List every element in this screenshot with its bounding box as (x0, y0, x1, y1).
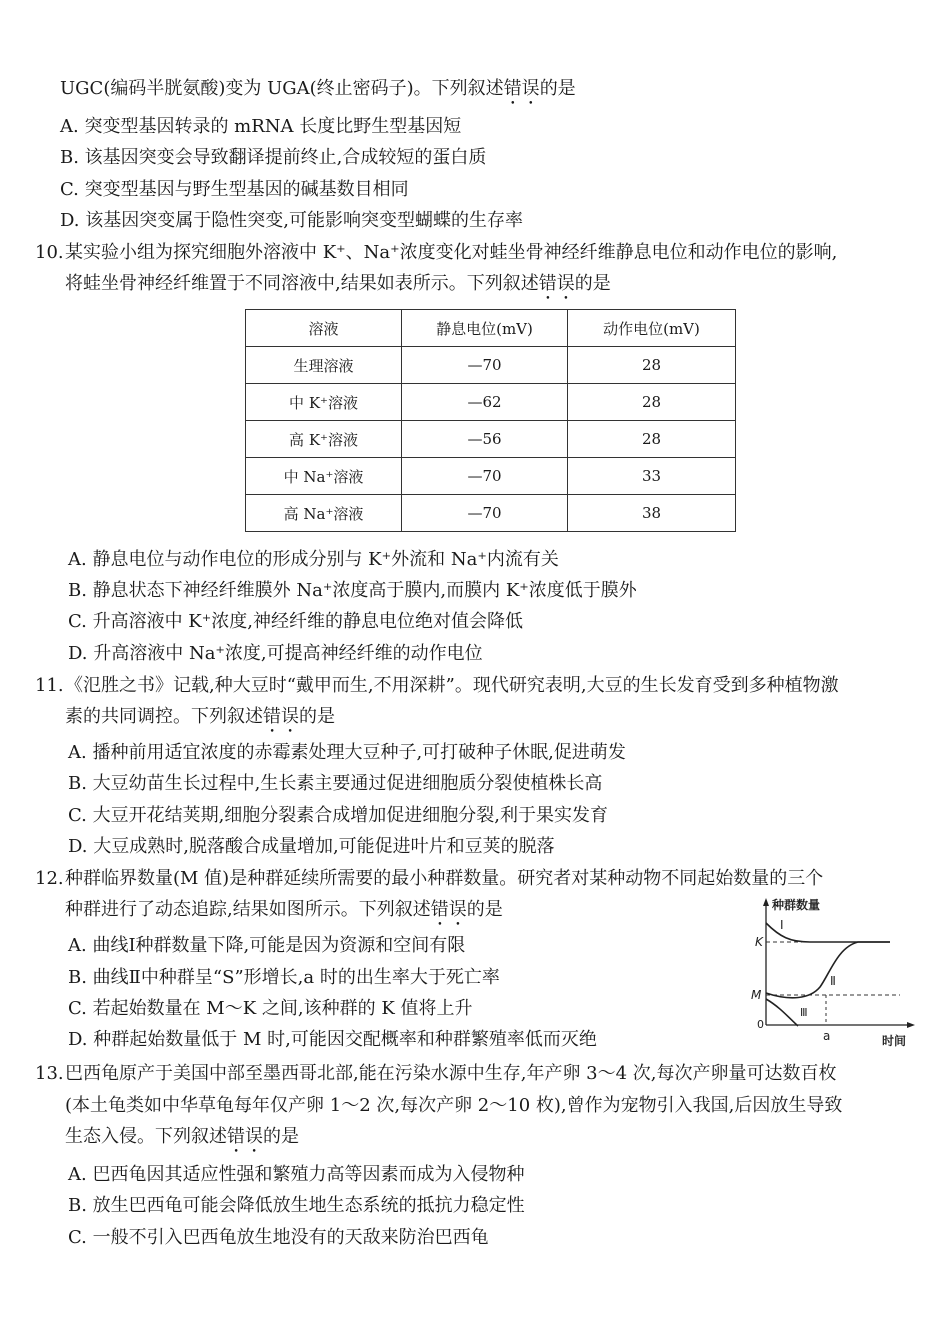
table-cell: 中 Na⁺溶液 (246, 458, 402, 495)
q9-option-c: C. 突变型基因与野生型基因的碱基数目相同 (60, 179, 409, 200)
y-axis-label: 种群数量 (772, 898, 821, 912)
table-cell: —70 (402, 495, 568, 532)
q12-stem-emphasis: 错误 (430, 899, 467, 920)
q10-stem-line2 (65, 272, 611, 304)
q12-stem-tail: 的是 (466, 899, 503, 920)
m-label: M (751, 988, 762, 1002)
q13-stem-line1 (35, 1062, 837, 1086)
q9-option-d: D. 该基因突变属于隐性突变,可能影响突变型蝴蝶的生存率 (60, 210, 523, 231)
table-cell: 38 (568, 495, 736, 532)
q9-option-a: A. 突变型基因转录的 mRNA 长度比野生型基因短 (60, 116, 462, 137)
q12-option-b: B. 曲线Ⅱ中种群呈“S”形增长,a 时的出生率大于死亡率 (68, 967, 500, 988)
q12-number: 12. (35, 868, 64, 889)
q11-option-b: B. 大豆幼苗生长过程中,生长素主要通过促进细胞质分裂使植株长高 (68, 773, 603, 794)
table-header-row (246, 310, 736, 347)
q10-stem-text2: 将蛙坐骨神经纤维置于不同溶液中,结果如表所示。下列叙述 (65, 273, 539, 294)
k-label: K (755, 935, 763, 949)
q12-stem-text2: 种群进行了动态追踪,结果如图所示。下列叙述 (65, 899, 431, 920)
q11-stem-text2: 素的共同调控。下列叙述 (65, 706, 263, 727)
table-row (246, 495, 736, 532)
q11-stem-line1 (35, 674, 839, 698)
q9-stem-tail: 的是 (539, 78, 576, 99)
curve-ii (766, 942, 890, 998)
curve-iii-label: Ⅲ (800, 1006, 808, 1019)
table-header-cell: 动作电位(mV) (568, 310, 736, 347)
q9-stem-emphasis: 错误 (503, 78, 540, 99)
a-label: a (823, 1029, 831, 1043)
y-axis-arrow-icon (763, 898, 769, 906)
q13-number: 13. (35, 1063, 64, 1084)
table-cell: 33 (568, 458, 736, 495)
q13-stem-text3: 生态入侵。下列叙述 (65, 1126, 227, 1147)
table-row (246, 421, 736, 458)
q9-stem-text: UGC(编码半胱氨酸)变为 UGA(终止密码子)。下列叙述 (60, 78, 504, 99)
q12-option-a: A. 曲线Ⅰ种群数量下降,可能是因为资源和空间有限 (68, 935, 466, 956)
q12-stem-line2 (65, 898, 503, 930)
q12-option-d: D. 种群起始数量低于 M 时,可能因交配概率和种群繁殖率低而灭绝 (68, 1029, 597, 1050)
q12-population-figure (750, 895, 920, 1050)
curve-ii-label: Ⅱ (830, 974, 836, 988)
q10-stem-text1: 某实验小组为探究细胞外溶液中 K⁺、Na⁺浓度变化对蛙坐骨神经纤维静息电位和动作电位的影响, (65, 242, 838, 263)
q13-stem-text2: (本土龟类如中华草龟每年仅产卵 1～2 次,每次产卵 2～10 枚),曾作为宠物引入我国,后因放生导致 (65, 1095, 843, 1116)
q11-stem-line2 (65, 705, 335, 737)
q11-stem-text1: 《氾胜之书》记载,种大豆时“戴甲而生,不用深耕”。现代研究表明,大豆的生长发育受到多种植物激 (65, 675, 839, 696)
q13-option-a: A. 巴西龟因其适应性强和繁殖力高等因素而成为入侵物种 (68, 1164, 525, 1185)
table-row (246, 384, 736, 421)
q10-option-c: C. 升高溶液中 K⁺浓度,神经纤维的静息电位绝对值会降低 (68, 611, 523, 632)
table-cell: —62 (402, 384, 568, 421)
q10-option-b: B. 静息状态下神经纤维膜外 Na⁺浓度高于膜内,而膜内 K⁺浓度低于膜外 (68, 580, 637, 601)
q9-option-b: B. 该基因突变会导致翻译提前终止,合成较短的蛋白质 (60, 147, 487, 168)
q9-stem (60, 77, 576, 109)
origin-label: 0 (757, 1018, 764, 1031)
q13-stem-line2 (65, 1094, 842, 1118)
table-cell: 28 (568, 384, 736, 421)
table-cell: 高 Na⁺溶液 (246, 495, 402, 532)
x-axis-label: 时间 (882, 1034, 907, 1048)
q12-option-c: C. 若起始数量在 M～K 之间,该种群的 K 值将上升 (68, 998, 473, 1019)
q11-option-a: A. 播种前用适宜浓度的赤霉素处理大豆种子,可打破种子休眠,促进萌发 (68, 742, 626, 763)
table-cell: 高 K⁺溶液 (246, 421, 402, 458)
q10-option-d: D. 升高溶液中 Na⁺浓度,可提高神经纤维的动作电位 (68, 643, 483, 664)
table-cell: 28 (568, 421, 736, 458)
q13-stem-tail: 的是 (263, 1126, 299, 1147)
table-cell: —70 (402, 458, 568, 495)
q11-stem-tail: 的是 (299, 706, 335, 727)
curve-iii (766, 999, 798, 1026)
table-cell: —70 (402, 347, 568, 384)
q10-option-a: A. 静息电位与动作电位的形成分别与 K⁺外流和 Na⁺内流有关 (68, 549, 559, 570)
q10-stem-line1 (35, 241, 837, 265)
table-cell: 中 K⁺溶液 (246, 384, 402, 421)
table-header-cell: 溶液 (246, 310, 402, 347)
x-axis-arrow-icon (907, 1022, 915, 1028)
curve-i-label: Ⅰ (780, 918, 784, 932)
q11-option-c: C. 大豆开花结荚期,细胞分裂素合成增加促进细胞分裂,利于果实发育 (68, 805, 609, 826)
q10-data-table (245, 309, 736, 532)
q13-stem-emphasis: 错误 (227, 1126, 263, 1147)
q12-stem-line1 (35, 867, 823, 891)
q11-number: 11. (35, 675, 64, 696)
q11-stem-emphasis: 错误 (263, 706, 299, 727)
q13-stem-text1: 巴西龟原产于美国中部至墨西哥北部,能在污染水源中生存,年产卵 3～4 次,每次产卵量可达数百枚 (65, 1063, 837, 1084)
q10-number: 10. (35, 242, 64, 263)
table-row (246, 347, 736, 384)
table-header-cell: 静息电位(mV) (402, 310, 568, 347)
table-row (246, 458, 736, 495)
q10-stem-tail: 的是 (574, 273, 611, 294)
q11-option-d: D. 大豆成熟时,脱落酸合成量增加,可能促进叶片和豆荚的脱落 (68, 836, 555, 857)
q13-option-b: B. 放生巴西龟可能会降低放生地生态系统的抵抗力稳定性 (68, 1195, 525, 1216)
q10-stem-emphasis: 错误 (538, 273, 575, 294)
q12-stem-text1: 种群临界数量(M 值)是种群延续所需要的最小种群数量。研究者对某种动物不同起始数量的三个 (65, 868, 824, 889)
table-cell: 28 (568, 347, 736, 384)
table-cell: —56 (402, 421, 568, 458)
q13-option-c: C. 一般不引入巴西龟放生地没有的天敌来防治巴西龟 (68, 1227, 489, 1248)
q13-stem-line3 (65, 1125, 299, 1157)
curve-i (766, 923, 890, 942)
table-cell: 生理溶液 (246, 347, 402, 384)
